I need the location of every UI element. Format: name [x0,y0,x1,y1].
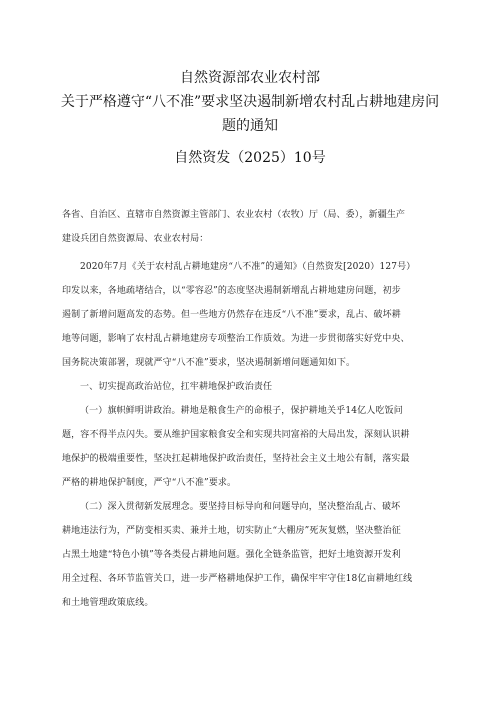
paragraph-line: 2020年7月《关于农村乱占耕地建房“八不准”的通知》（自然资发[2020）127号） [80,262,416,272]
title-line-subject-end: 题的通知 [222,118,278,134]
paragraph-line: 占黑土地建“特色小镇”等各类侵占耕地问题。强化全链条监管，把好土地资源开发利 [62,550,401,560]
paragraph-line: （二）深入贯彻新发展理念。要坚持目标导向和问题导向，坚决整治乱占、破坏 [80,502,401,512]
paragraph-line: 印发以来，各地疏堵结合，以“零容忍”的态度坚决遏制新增乱占耕地建房问题，初步 [62,286,401,296]
addressee [62,203,442,251]
title-line-issuer: 自然资源部农业农村部 [180,70,320,86]
paragraph-line: 题，容不得半点闪失。要从维护国家粮食安全和实现共同富裕的大局出发，深刻认识耕 [62,430,410,440]
section-heading-1 [62,375,442,399]
document-body [62,203,442,615]
addressee-line: 各省、自治区、直辖市自然资源主管部门、农业农村（农牧）厅（局、委），新疆生产 [62,210,406,220]
paragraph-line: 用全过程、各环节监管关口，进一步严格耕地保护工作，确保牢牢守住18亿亩耕地红线 [62,574,413,584]
paragraph-line: 和土地管理政策底线。 [62,598,154,608]
paragraph-line: （一）旗帜鲜明讲政治。耕地是粮食生产的命根子，保护耕地关乎14亿人吃饭问 [80,406,403,416]
paragraph-development [62,495,442,615]
paragraph-politics [62,399,442,495]
paragraph-intro [62,255,442,375]
paragraph-line: 国务院决策部署，现就严守“八不准”要求，坚决遏制新增问题通知如下。 [62,358,356,368]
document-title [40,66,460,138]
paragraph-line: 遏制了新增问题高发的态势。但一些地方仍然存在违反“八不准”要求，乱占、破坏耕 [62,310,401,320]
section-heading: 一、切实提高政治站位，扛牢耕地保护政治责任 [80,382,273,392]
paragraph-line: 地保护的极端重要性，坚决扛起耕地保护政治责任，坚持社会主义土地公有制，落实最 [62,454,410,464]
paragraph-line: 地等问题，影响了农村乱占耕地建房专项整治工作质效。为进一步贯彻落实好党中央、 [62,334,410,344]
paragraph-line: 严格的耕地保护制度，严守“八不准”要求。 [62,478,237,488]
addressee-line: 建设兵团自然资源局、农业农村局： [62,234,209,244]
document-number: 自然资发（2025）10号 [174,150,326,166]
paragraph-line: 耕地违法行为，严防变相买卖、兼并土地，切实防止“大棚房”死灰复燃，坚决整治征 [62,526,401,536]
title-line-subject: 关于严格遵守“八不准”要求坚决遏制新增农村乱占耕地建房问 [60,94,440,110]
